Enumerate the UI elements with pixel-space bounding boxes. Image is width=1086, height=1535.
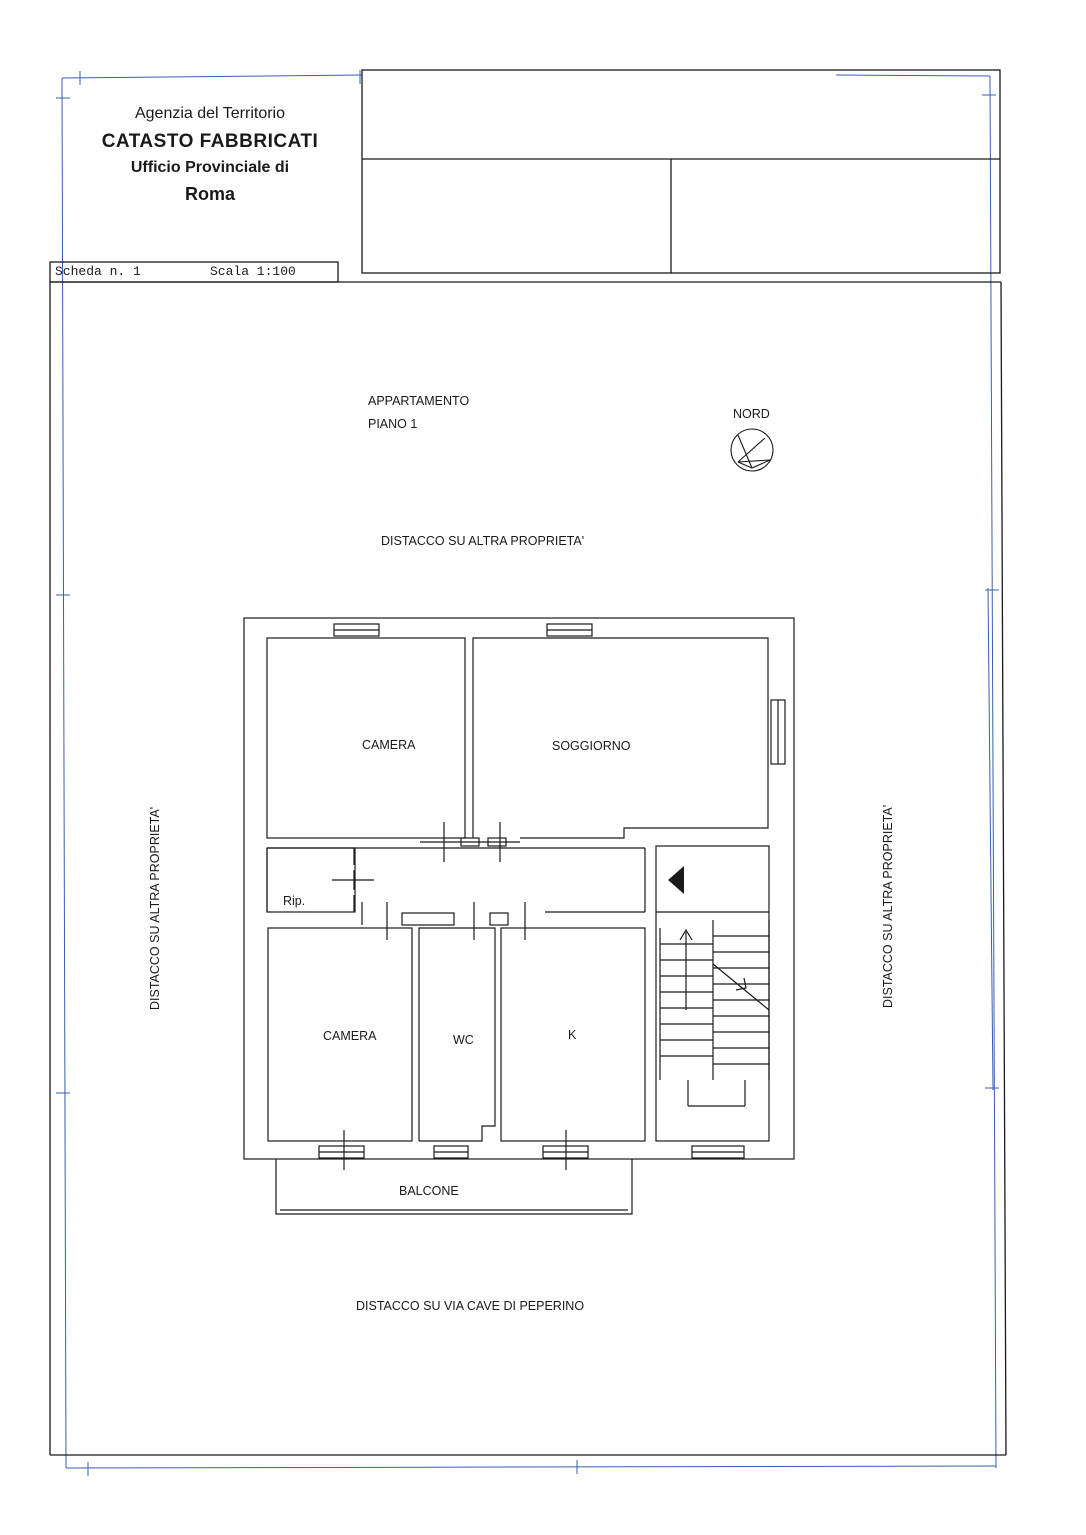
- city-label: Roma: [184, 184, 235, 204]
- boundary-left-label: DISTACCO SU ALTRA PROPRIETA': [148, 806, 162, 1010]
- outer-wall: [244, 618, 794, 1159]
- room-label-rip: Rip.: [283, 894, 306, 908]
- plan-floor: PIANO 1: [368, 417, 418, 431]
- floor-plan: [244, 618, 794, 1214]
- room-label-balcone: BALCONE: [399, 1184, 459, 1198]
- room-label-soggiorno: SOGGIORNO: [552, 739, 631, 753]
- room-label-camera-top: CAMERA: [362, 738, 416, 752]
- stair-treads: [660, 936, 769, 1064]
- catasto-title: CATASTO FABBRICATI: [101, 131, 319, 152]
- boundary-bottom-label: DISTACCO SU VIA CAVE DI PEPERINO: [356, 1299, 585, 1313]
- room-label-k: K: [568, 1028, 577, 1042]
- room-label-camera-bottom: CAMERA: [323, 1029, 377, 1043]
- boundary-right-label: DISTACCO SU ALTRA PROPRIETA': [881, 804, 895, 1008]
- boundary-top-label: DISTACCO SU ALTRA PROPRIETA': [381, 534, 585, 548]
- ufficio-label: Ufficio Provinciale di: [130, 159, 290, 176]
- room-label-wc: WC: [453, 1033, 474, 1047]
- north-arrow-icon: [731, 429, 773, 471]
- agency-name: Agenzia del Territorio: [134, 105, 285, 122]
- scan-frame: [56, 70, 999, 1476]
- entrance-triangle: [668, 866, 684, 894]
- sheet-frame: [50, 70, 1006, 1455]
- north-label: NORD: [733, 407, 770, 421]
- scala-label: Scala 1:100: [210, 264, 296, 279]
- plan-title: APPARTAMENTO: [368, 394, 470, 408]
- scheda-label: Scheda n. 1: [55, 264, 141, 279]
